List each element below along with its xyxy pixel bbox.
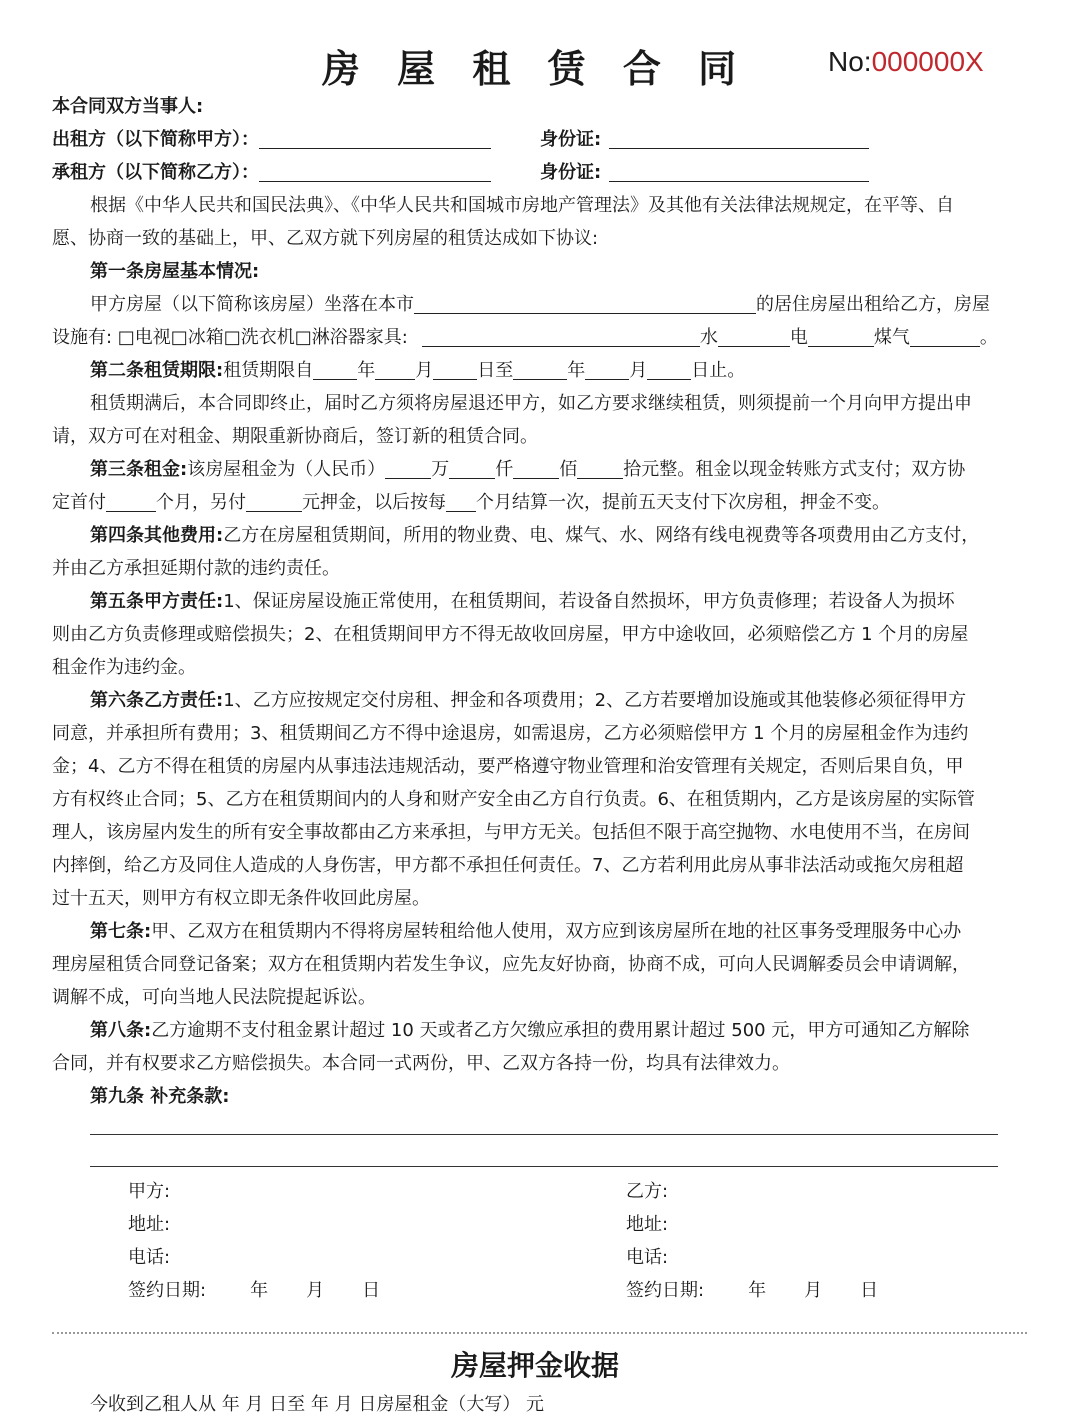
article-6-line-4: 方有权终止合同；5、乙方在租赁期间内的人身和财产安全由乙方自行负责。6、在租赁期内，乙方是该房屋的实际管 [52,789,975,810]
article-1-line-1: 甲方房屋（以下简称该房屋）坐落在本市 的居住房屋出租给乙方，房屋 [90,288,990,321]
article-4-line-2: 并由乙方承担延期付款的违约责任。 [52,558,340,579]
deposit-field[interactable] [246,489,302,512]
lessor-line [52,123,491,156]
cut-divider [52,1332,1027,1334]
receipt-first-line: 今收到乙租人从 年 月 日至 年 月 日房屋租金（大写） 元 [90,1394,545,1415]
article-4-heading: 第四条其他费用: [90,525,224,546]
gas-field[interactable] [910,324,980,347]
article-2-line-1: 第二条租赁期限:租赁期限自 年 月 日至 年 月 日止。 [90,354,745,387]
lessor-id-line [540,123,869,156]
party-a-sign-date: 签约日期: 年 月 日 [128,1280,381,1301]
party-b-sign-date: 签约日期: 年 月 日 [626,1280,879,1301]
lessor-id-field[interactable] [609,126,869,149]
article-2-heading: 第二条租赁期限: [90,360,224,381]
rent-wan-field[interactable] [385,456,431,479]
lessee-label: 承租方（以下简称乙方）： [52,162,259,183]
party-a-label: 甲方: [128,1181,171,1202]
article-7-heading: 第七条: [90,921,152,942]
lessee-name-field[interactable] [259,159,491,182]
article-6-line-3: 金；4、乙方不得在租赁的房屋内从事违法违规活动，要严格遵守物业管理和治安管理有关规定，否则后果自负，甲 [52,756,964,777]
water-field[interactable] [718,324,790,347]
furniture-field[interactable] [422,324,700,347]
article-9-heading: 第九条 补充条款: [90,1086,230,1107]
article-6-line-2: 同意，并承担所有费用；3、租赁期间乙方不得中途退房，如需退房，乙方必须赔偿甲方 1 个月的房屋租金作为违约 [52,723,969,744]
article-6-line-5: 理人，该房屋内发生的所有安全事故都由乙方来承担，与甲方无关。包括但不限于高空抛物、水电使用不当，在房间 [52,822,970,843]
article-3-line-2: 定首付 个月，另付 元押金，以后按每 个月结算一次，提前五天支付下次房租，押金不变。 [52,486,890,519]
lessor-label: 出租方（以下简称甲方）： [52,129,259,150]
article-8-line-1: 第八条:乙方逾期不支付租金累计超过 10 天或者乙方欠缴应承担的费用累计超过 500 元，甲方可通知乙方解除 [90,1020,970,1041]
lessee-id-field[interactable] [609,159,869,182]
start-year-field[interactable] [313,357,357,380]
article-5-line-2: 则由乙方负责修理或赔偿损失；2、在租赁期间甲方不得无故收回房屋，甲方中途收回，必须赔偿乙方 1 个月的房屋 [52,624,969,645]
article-5-line-1: 第五条甲方责任:1、保证房屋设施正常使用，在租赁期间，若设备自然损坏，甲方负责修理；若设备人为损坏 [90,591,955,612]
lessee-id-line [540,156,869,189]
article-8-heading: 第八条: [90,1020,152,1041]
rent-qian-field[interactable] [449,456,495,479]
electricity-field[interactable] [808,324,874,347]
article-3-heading: 第三条租金: [90,459,188,480]
article-7-line-1: 第七条:甲、乙双方在租赁期内不得将房屋转租给他人使用，双方应到该房屋所在地的社区事务受理服务中心办 [90,921,962,942]
article-2-line-3: 请，双方可在对租金、期限重新协商后，签订新的租赁合同。 [52,426,538,447]
contract-number [828,46,984,78]
first-payment-months-field[interactable] [106,489,156,512]
party-b-address-label: 地址: [626,1214,669,1235]
supplement-line-1[interactable] [90,1134,998,1135]
article-6-line-7: 过十五天，则甲方有权立即无条件收回此房屋。 [52,888,430,909]
rent-shi-field[interactable] [577,456,623,479]
article-5-line-3: 租金作为违约金。 [52,657,196,678]
party-a-address-label: 地址: [128,1214,171,1235]
contract-number-label: No: [828,46,872,77]
settlement-months-field[interactable] [446,489,476,512]
article-8-line-2: 合同，并有权要求乙方赔偿损失。本合同一式两份，甲、乙双方各持一份，均具有法律效力。 [52,1053,790,1074]
article-1-line-2: 设施有: □电视□冰箱□洗衣机□淋浴器家具: 水 电 煤气 。 [52,321,998,354]
article-6-line-1: 第六条乙方责任:1、乙方应按规定交付房租、押金和各项费用；2、乙方若要增加设施或其他装修必须征得甲方 [90,690,967,711]
party-b-phone-label: 电话: [626,1247,669,1268]
receipt-title: 房屋押金收据 [450,1349,619,1382]
supplement-line-2[interactable] [90,1166,998,1167]
article-1-heading: 第一条房屋基本情况: [90,261,260,282]
end-day-field[interactable] [647,357,691,380]
end-month-field[interactable] [585,357,629,380]
rent-bai-field[interactable] [513,456,559,479]
article-7-line-3: 调解不成，可向当地人民法院提起诉讼。 [52,987,376,1008]
lessee-line [52,156,491,189]
start-day-field[interactable] [433,357,477,380]
lessor-id-label: 身份证: [540,129,602,150]
intro-line-2: 愿、协商一致的基础上，甲、乙双方就下列房屋的租赁达成如下协议: [52,228,599,249]
lessee-id-label: 身份证: [540,162,602,183]
contract-number-value: 000000X [871,46,984,77]
parties-heading: 本合同双方当事人: [52,96,204,117]
document-title: 房 屋 租 赁 合 同 [321,47,749,91]
article-7-line-2: 理房屋租赁合同登记备案；双方在租赁期内若发生争议，应先友好协商，协商不成，可向人民调解委员会申请调解， [52,954,970,975]
article-6-heading: 第六条乙方责任: [90,690,224,711]
party-a-phone-label: 电话: [128,1247,171,1268]
party-b-label: 乙方: [626,1181,669,1202]
article-5-heading: 第五条甲方责任: [90,591,224,612]
article-2-line-2: 租赁期满后，本合同即终止，届时乙方须将房屋退还甲方，如乙方要求继续租赁，则须提前一个月向甲方提出申 [90,393,972,414]
article-3-line-1: 第三条租金:该房屋租金为（人民币） 万 仟 佰 拾元整。租金以现金转账方式支付；双方协 [90,453,965,486]
article-4-line-1: 第四条其他费用:乙方在房屋租赁期间，所用的物业费、电、煤气、水、网络有线电视费等各项费用由乙方支付， [90,525,980,546]
start-month-field[interactable] [375,357,415,380]
house-address-field[interactable] [414,291,756,314]
end-year-field[interactable] [513,357,567,380]
lessor-name-field[interactable] [259,126,491,149]
intro-line-1: 根据《中华人民共和国民法典》、《中华人民共和国城市房地产管理法》及其他有关法律法规规定，在平等、自 [90,195,954,216]
article-6-line-6: 内摔倒，给乙方及同住人造成的人身伤害，甲方都不承担任何责任。7、乙方若利用此房从事非法活动或拖欠房租超 [52,855,964,876]
